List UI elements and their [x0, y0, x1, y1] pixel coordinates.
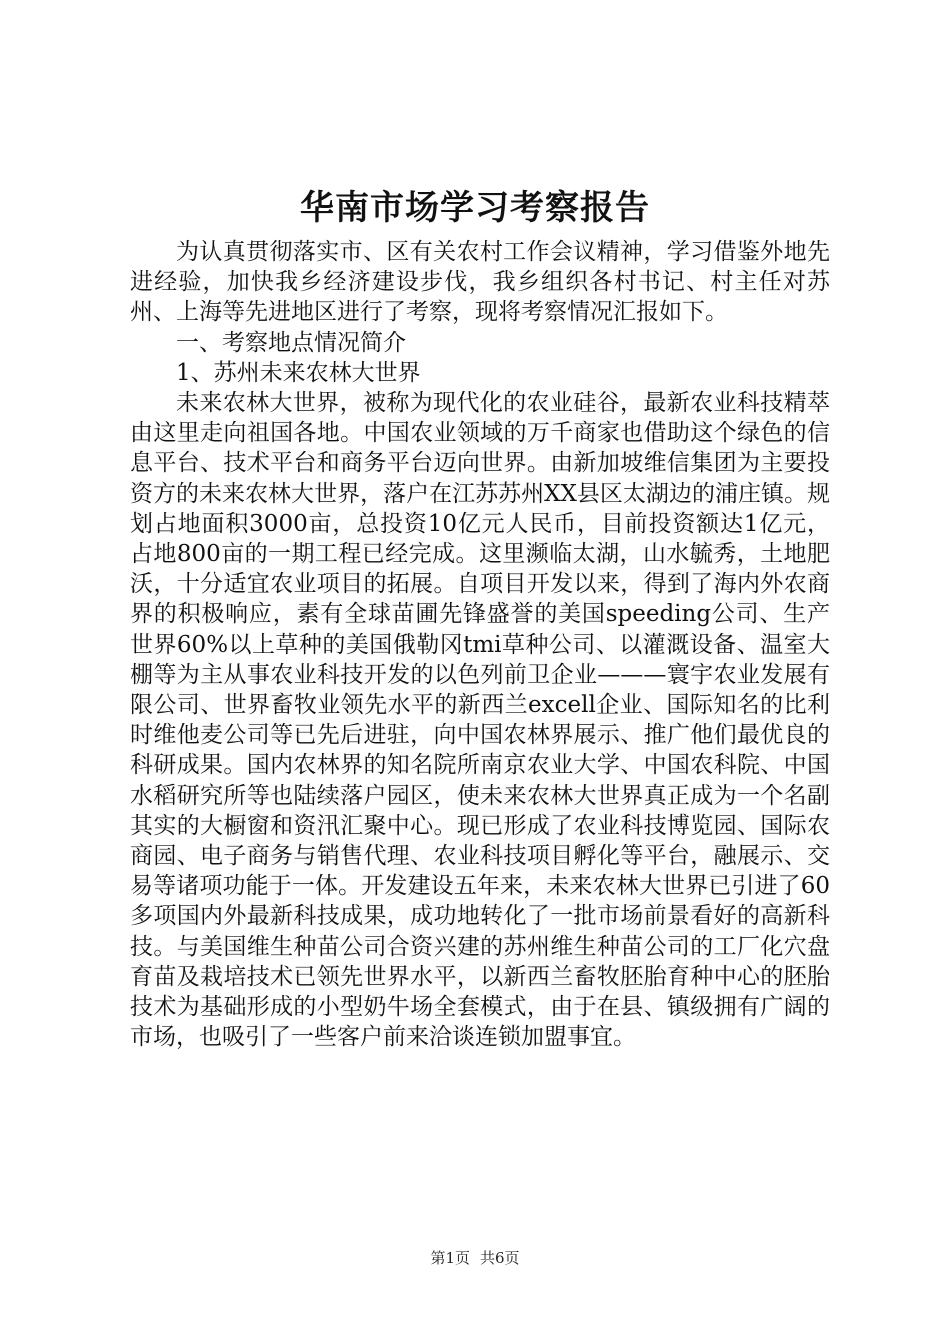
section-heading: 一、考察地点情况简介: [176, 329, 406, 356]
page-number: 第1页: [430, 1249, 470, 1267]
document-title: 华南市场学习考察报告: [300, 188, 650, 228]
subsection-heading: 1、苏州未来农林大世界: [176, 359, 421, 386]
body-paragraph: 未来农林大世界，被称为现代化的农业硅谷，最新农业科技精萃由这里走向祖国各地。中国农业领域的万千商家也借助这个绿色的信息平台、技术平台和商务平台迈向世界。由新加坡维信集团为主要投资方的未来农林大世界，落户在江苏苏州XX县区太湖边的浦庄镇。规划占地面积3000亩，总投资10亿元人民币，目前投资额达1亿元，占地800亩的一期工程已经完成。这里濒临太湖，山水毓秀，土地肥沃，十分适宜农业项目的拓展。自项目开发以来，得到了海内外农商界的积极响应，素有全球苗圃先锋盛誉的美国speeding公司、生产世界60%以上草种的美国俄勒冈tmi草种公司、以灌溉设备、温室大棚等为主从事农业科技开发的以色列前卫企业———寰宇农业发展有限公司、世界畜牧业领先水平的新西兰excell企业、国际知名的比利时维他麦公司等已先后进驻，向中国农林界展示、推广他们最优良的科研成果。国内农林界的知名院所南京农业大学、中国农科院、中国水稻研究所等也陆续落户园区，使未来农林大世界真正成为一个名副其实的大橱窗和资汛汇聚中心。现已形成了农业科技博览园、国际农商园、电子商务与销售代理、农业科技项目孵化等平台，融展示、交易等诸项功能于一体。开发建设五年来，未来农林大世界已引进了60多项国内外最新科技成果，成功地转化了一批市场前景看好的高新科技。与美国维生种苗公司合资兴建的苏州维生种苗公司的工厂化穴盘育苗及栽培技术已领先世界水平，以新西兰畜牧胚胎育种中心的胚胎技术为基础形成的小型奶牛场全套模式，由于在县、镇级拥有广阔的市场，也吸引了一些客户前来洽谈连锁加盟事宜。: [130, 390, 830, 1051]
intro-paragraph: 为认真贯彻落实市、区有关农村工作会议精神，学习借鉴外地先进经验，加快我乡经济建设步伐，我乡组织各村书记、村主任对苏州、上海等先进地区进行了考察，现将考察情况汇报如下。: [130, 239, 830, 326]
page-footer: [0, 1246, 950, 1270]
page-total: 共6页: [480, 1249, 520, 1267]
document-body: [130, 237, 830, 1052]
